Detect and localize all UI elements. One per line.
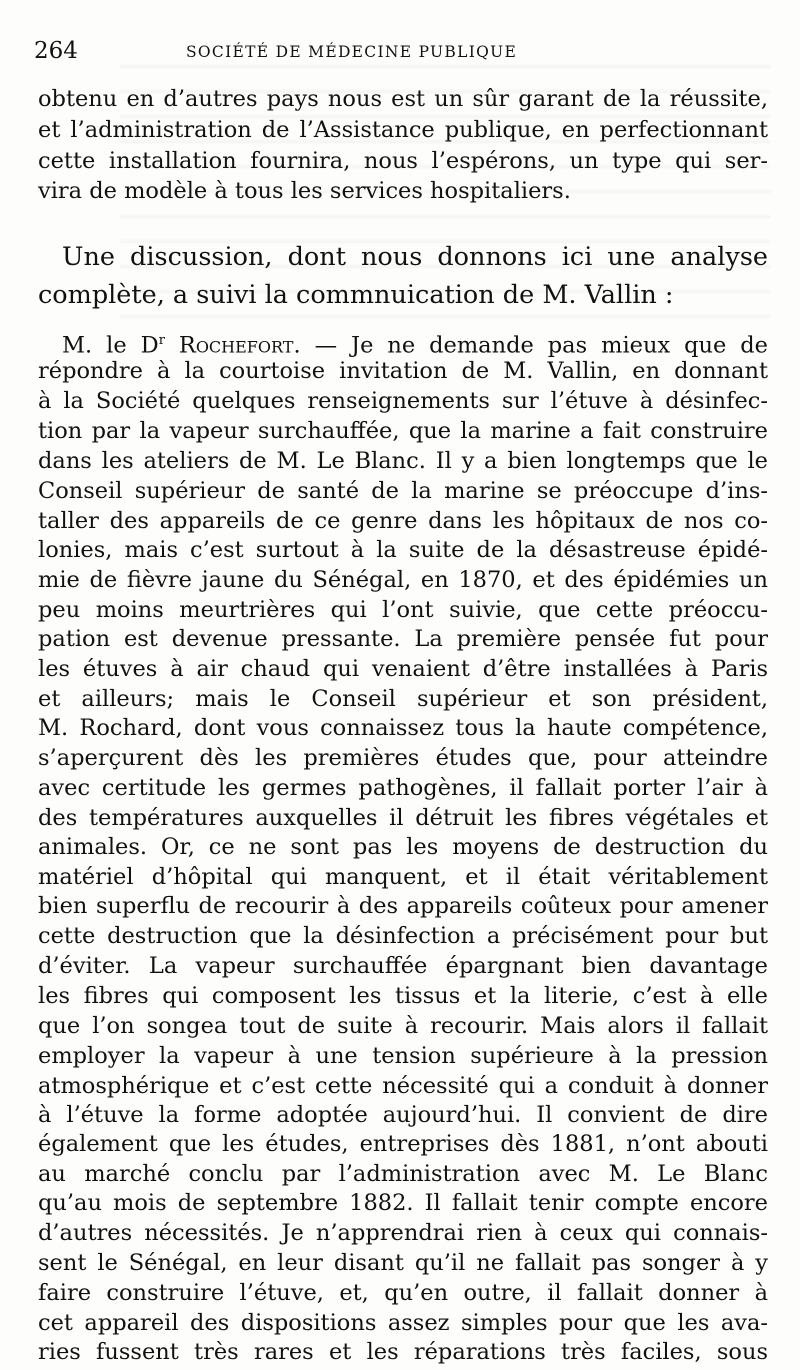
text-line: matériel d’hôpital qui manquent, et il était véritablement bbox=[38, 864, 768, 890]
text-line: sent le Sénégal, en leur disant qu’il ne fallait pas songer à y bbox=[38, 1250, 768, 1276]
text-line: complète, a suivi la commnuication de M. Vallin : bbox=[38, 280, 674, 310]
page-header bbox=[34, 38, 764, 68]
text-line: s’aperçurent dès les premières études que, pour atteindre bbox=[38, 745, 768, 771]
text-line: animales. Or, ce ne sont pas les moyens de destruction du bbox=[38, 834, 768, 860]
speaker-name: Rochefort bbox=[178, 332, 294, 359]
text-line: tion par la vapeur surchauffée, que la marine a fait construire bbox=[38, 418, 768, 444]
text-line: qu’au mois de septembre 1882. Il fallait tenir compte encore bbox=[38, 1190, 768, 1216]
speaker-prefix: M. le D bbox=[62, 332, 159, 359]
text-line: et l’administration de l’Assistance publique, en perfectionnant bbox=[38, 117, 768, 143]
text-line: à l’étuve la forme adoptée aujourd’hui. Il convient de dire bbox=[38, 1102, 768, 1128]
text-line: et ailleurs; mais le Conseil supérieur et son président, bbox=[38, 686, 768, 712]
text-line: les étuves à air chaud qui venaient d’être installées à Paris bbox=[38, 656, 768, 682]
text-line: dans les ateliers de M. Le Blanc. Il y a bien longtemps que le bbox=[38, 448, 768, 474]
running-title: SOCIÉTÉ DE MÉDECINE PUBLIQUE bbox=[186, 43, 518, 61]
text-line: d’éviter. La vapeur surchauffée épargnant bien davantage bbox=[38, 953, 768, 979]
text-line: avec certitude les germes pathogènes, il fallait porter l’air à bbox=[38, 775, 768, 801]
text-line: faire construire l’étuve, et, qu’en outre, il fallait donner à bbox=[38, 1280, 768, 1306]
text-line: également que les études, entreprises dès 1881, n’ont abouti bbox=[38, 1131, 768, 1157]
text-line: Une discussion, dont nous donnons ici une analyse bbox=[62, 242, 768, 272]
text-line: au marché conclu par l’administration avec M. Le Blanc bbox=[38, 1161, 768, 1187]
text-line: cette destruction que la désinfection a précisément pour but bbox=[38, 923, 768, 949]
text-line: des températures auxquelles il détruit les fibres végétales et bbox=[38, 805, 768, 831]
text-line: peu moins meurtrières qui l’ont suivie, que cette préoccu- bbox=[38, 597, 768, 623]
text-line: les fibres qui composent les tissus et la literie, c’est à elle bbox=[38, 983, 768, 1009]
text-line: cette installation fournira, nous l’espérons, un type qui ser- bbox=[38, 148, 768, 174]
text-line: ries fussent très rares et les réparations très faciles, sous bbox=[38, 1339, 768, 1365]
page-number: 264 bbox=[34, 38, 78, 64]
text-line: employer la vapeur à une tension supérieure à la pression bbox=[38, 1043, 768, 1069]
speaker-title-superscript: r bbox=[158, 333, 165, 348]
text-line: pation est devenue pressante. La première pensée fut pour bbox=[38, 626, 768, 652]
text-line: M. Rochard, dont vous connaissez tous la haute compétence, bbox=[38, 715, 768, 741]
text-line: atmosphérique et c’est cette nécessité qui a conduit à donner bbox=[38, 1073, 768, 1099]
text-line: lonies, mais c’est surtout à la suite de la désastreuse épidé- bbox=[38, 537, 768, 563]
speaker-line-rest: . — Je ne demande pas mieux que de bbox=[293, 332, 768, 359]
text-line: mie de fièvre jaune du Sénégal, en 1870, et des épidémies un bbox=[38, 567, 768, 593]
text-line: cet appareil des dispositions assez simples pour que les ava- bbox=[38, 1310, 768, 1336]
text-line: bien superflu de recourir à des appareils coûteux pour amener bbox=[38, 893, 768, 919]
text-line: taller des appareils de ce genre dans les hôpitaux de nos co- bbox=[38, 508, 768, 534]
text-line: vira de modèle à tous les services hospitaliers. bbox=[38, 178, 571, 204]
text-line: obtenu en d’autres pays nous est un sûr garant de la réussite, bbox=[38, 86, 768, 112]
text-line: d’autres nécessités. Je n’apprendrai rien à ceux qui connais- bbox=[38, 1220, 768, 1246]
text-line: Conseil supérieur de santé de la marine se préoccupe d’ins- bbox=[38, 478, 768, 504]
text-line: répondre à la courtoise invitation de M. Vallin, en donnant bbox=[38, 358, 768, 384]
text-line: à la Société quelques renseignements sur l’étuve à désinfec- bbox=[38, 388, 768, 414]
text-line: que l’on songea tout de suite à recourir. Mais alors il fallait bbox=[38, 1013, 768, 1039]
